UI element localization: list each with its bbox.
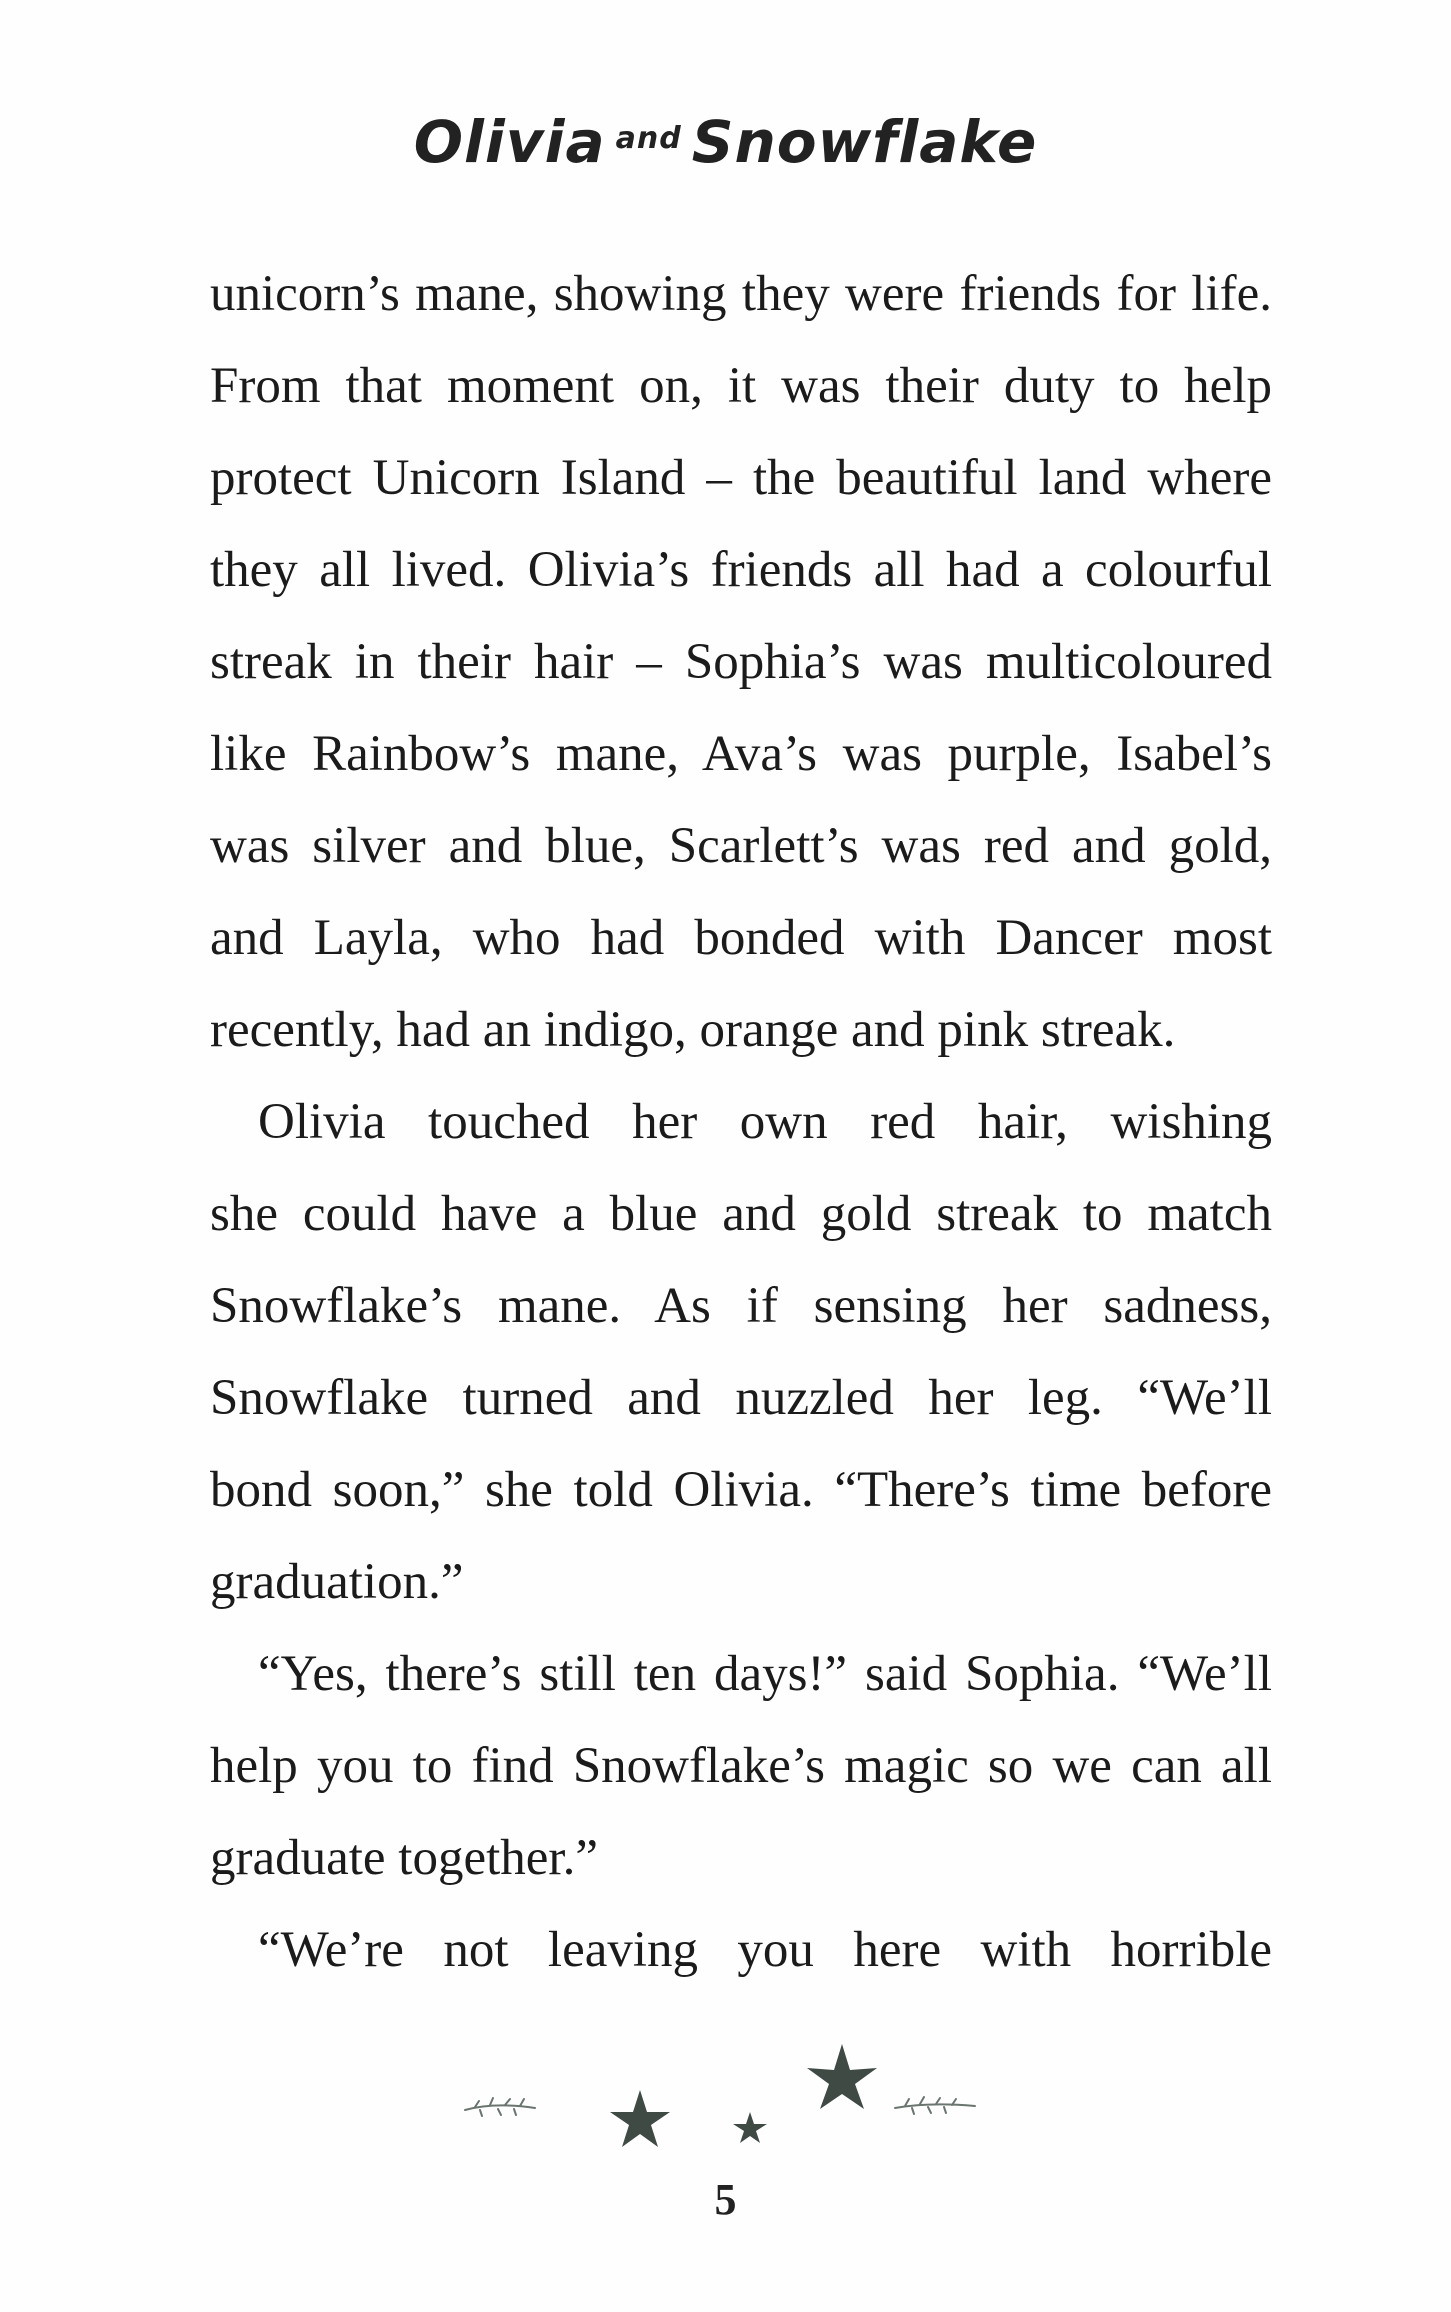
running-head-connector: and (615, 121, 682, 156)
text-line: recently, had an indigo, orange and pink streak. (210, 1002, 1176, 1058)
text-line: protect Unicorn Island – the beautiful land where (210, 450, 1272, 506)
text-line: graduate together.” (210, 1830, 598, 1886)
running-head-title-part1: Olivia (413, 108, 606, 176)
text-line: graduation.” (210, 1554, 464, 1610)
running-head-title-part2: Snowflake (691, 108, 1038, 176)
text-line: and Layla, who had bonded with Dancer most (210, 910, 1272, 966)
paragraph-1 (210, 248, 1272, 1076)
paragraph-2 (210, 1076, 1272, 1628)
text-line: From that moment on, it was their duty to help (210, 358, 1272, 414)
paragraph-4 (210, 1904, 1272, 1996)
text-line: unicorn’s mane, showing they were friends for life. (210, 266, 1272, 322)
text-line: help you to find Snowflake’s magic so we can all (210, 1738, 1272, 1794)
text-line: she could have a blue and gold streak to match (210, 1186, 1272, 1242)
text-line: “We’re not leaving you here with horrible (258, 1922, 1272, 1978)
page-number: 5 (714, 2175, 737, 2224)
text-line: bond soon,” she told Olivia. “There’s time before (210, 1462, 1272, 1518)
running-head (0, 108, 1451, 176)
text-line: Snowflake turned and nuzzled her leg. “We’ll (210, 1370, 1272, 1426)
text-line: was silver and blue, Scarlett’s was red and gold, (210, 818, 1272, 874)
text-line: streak in their hair – Sophia’s was multicoloured (210, 634, 1272, 690)
text-line: Olivia touched her own red hair, wishing (258, 1094, 1272, 1150)
text-line: they all lived. Olivia’s friends all had a colourful (210, 542, 1272, 598)
body-text (210, 248, 1272, 1996)
text-line: “Yes, there’s still ten days!” said Sophia. “We’ll (258, 1646, 1272, 1702)
paragraph-3 (210, 1628, 1272, 1904)
text-line: like Rainbow’s mane, Ava’s was purple, Isabel’s (210, 726, 1272, 782)
stars-and-sprigs-icon (450, 2030, 1010, 2150)
text-line: Snowflake’s mane. As if sensing her sadness, (210, 1278, 1272, 1334)
